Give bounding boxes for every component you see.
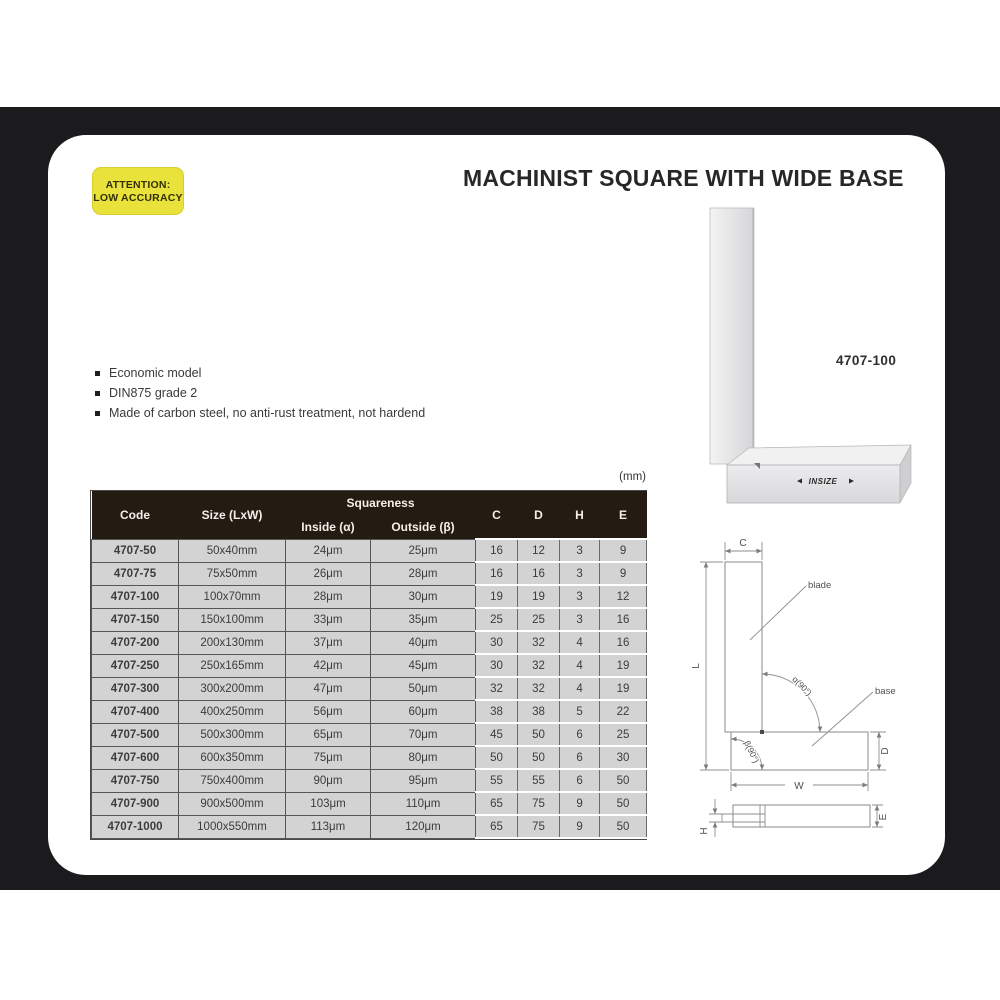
spec-cell: 12	[518, 539, 560, 562]
spec-cell: 26μm	[286, 562, 371, 585]
spec-table-frame	[90, 490, 647, 840]
col-header-h: H	[560, 491, 600, 539]
spec-cell: 19	[600, 654, 647, 677]
spec-cell: 1000x550mm	[179, 815, 286, 838]
attention-badge-line1: ATTENTION:	[105, 178, 171, 191]
col-header-inside: Inside (α)	[286, 515, 371, 539]
feature-item	[95, 386, 425, 400]
spec-cell: 75x50mm	[179, 562, 286, 585]
spec-code-cell: 4707-150	[92, 608, 179, 631]
feature-item	[95, 366, 425, 380]
spec-cell: 50	[518, 746, 560, 769]
spec-code-cell: 4707-600	[92, 746, 179, 769]
spec-cell: 30	[476, 654, 518, 677]
part-label-base: base	[875, 686, 896, 697]
spec-code-cell: 4707-500	[92, 723, 179, 746]
spec-cell: 42μm	[286, 654, 371, 677]
spec-row	[92, 746, 647, 769]
spec-table	[91, 491, 647, 839]
spec-cell: 90μm	[286, 769, 371, 792]
dim-label-c: C	[739, 538, 747, 549]
spec-cell: 5	[560, 700, 600, 723]
spec-cell: 19	[518, 585, 560, 608]
spec-cell: 100x70mm	[179, 585, 286, 608]
spec-cell: 16	[518, 562, 560, 585]
col-header-size: Size (LxW)	[179, 491, 286, 539]
spec-cell: 150x100mm	[179, 608, 286, 631]
spec-cell: 250x165mm	[179, 654, 286, 677]
spec-cell: 120μm	[371, 815, 476, 838]
spec-table-body	[92, 539, 647, 838]
square-base	[727, 445, 911, 503]
spec-row	[92, 539, 647, 562]
spec-cell: 103μm	[286, 792, 371, 815]
spec-code-cell: 4707-750	[92, 769, 179, 792]
spec-row	[92, 723, 647, 746]
spec-cell: 25μm	[371, 539, 476, 562]
spec-cell: 3	[560, 562, 600, 585]
dim-label-w: W	[794, 781, 804, 792]
spec-cell: 60μm	[371, 700, 476, 723]
spec-cell: 16	[600, 631, 647, 654]
spec-cell: 65μm	[286, 723, 371, 746]
feature-text: DIN875 grade 2	[109, 386, 198, 400]
spec-cell: 16	[600, 608, 647, 631]
col-header-code: Code	[92, 491, 179, 539]
spec-cell: 75	[518, 815, 560, 838]
spec-cell: 38	[476, 700, 518, 723]
angle-label-alpha: α(90°)	[790, 674, 814, 698]
spec-cell: 3	[560, 585, 600, 608]
feature-text: Economic model	[109, 366, 202, 380]
spec-code-cell: 4707-300	[92, 677, 179, 700]
spec-cell: 65	[476, 815, 518, 838]
unit-note: (mm)	[619, 471, 646, 483]
spec-cell: 4	[560, 631, 600, 654]
spec-code-cell: 4707-200	[92, 631, 179, 654]
spec-cell: 75	[518, 792, 560, 815]
spec-cell: 50	[476, 746, 518, 769]
col-header-c: C	[476, 491, 518, 539]
side-view-outline	[733, 805, 870, 827]
spec-row	[92, 585, 647, 608]
spec-cell: 45	[476, 723, 518, 746]
spec-row	[92, 815, 647, 838]
spec-cell: 32	[518, 677, 560, 700]
spec-row	[92, 562, 647, 585]
spec-cell: 50x40mm	[179, 539, 286, 562]
spec-cell: 4	[560, 677, 600, 700]
angle-label-beta: β(90°)	[742, 738, 762, 765]
feature-item	[95, 406, 425, 420]
spec-row	[92, 677, 647, 700]
spec-cell: 300x200mm	[179, 677, 286, 700]
square-bullet-icon	[95, 411, 100, 416]
spec-cell: 9	[600, 562, 647, 585]
spec-cell: 30	[600, 746, 647, 769]
spec-cell: 30	[476, 631, 518, 654]
spec-row	[92, 769, 647, 792]
dim-label-l: L	[691, 663, 702, 669]
spec-cell: 55	[476, 769, 518, 792]
spec-code-cell: 4707-75	[92, 562, 179, 585]
spec-cell: 25	[518, 608, 560, 631]
attention-badge	[92, 167, 184, 215]
spec-cell: 45μm	[371, 654, 476, 677]
col-header-e: E	[600, 491, 647, 539]
page-title: MACHINIST SQUARE WITH WIDE BASE	[463, 165, 904, 191]
spec-cell: 50μm	[371, 677, 476, 700]
spec-cell: 19	[476, 585, 518, 608]
spec-row	[92, 631, 647, 654]
col-header-squareness: Squareness	[286, 491, 476, 515]
spec-cell: 3	[560, 608, 600, 631]
spec-cell: 22	[600, 700, 647, 723]
spec-cell: 35μm	[371, 608, 476, 631]
dim-label-d: D	[880, 747, 891, 755]
spec-cell: 80μm	[371, 746, 476, 769]
spec-cell: 70μm	[371, 723, 476, 746]
feature-text: Made of carbon steel, no anti-rust treatment, not hardend	[109, 406, 426, 420]
spec-cell: 3	[560, 539, 600, 562]
spec-cell: 50	[600, 792, 647, 815]
spec-cell: 50	[518, 723, 560, 746]
spec-cell: 50	[600, 815, 647, 838]
spec-cell: 200x130mm	[179, 631, 286, 654]
square-bullet-icon	[95, 371, 100, 376]
spec-cell: 9	[560, 792, 600, 815]
spec-code-cell: 4707-1000	[92, 815, 179, 838]
spec-row	[92, 792, 647, 815]
spec-cell: 6	[560, 769, 600, 792]
brand-logo-text: INSIZE	[808, 477, 838, 486]
spec-table-head	[92, 491, 647, 539]
spec-cell: 19	[600, 677, 647, 700]
spec-code-cell: 4707-400	[92, 700, 179, 723]
spec-cell: 50	[600, 769, 647, 792]
spec-cell: 28μm	[286, 585, 371, 608]
spec-cell: 40μm	[371, 631, 476, 654]
square-bullet-icon	[95, 391, 100, 396]
dim-label-e: E	[878, 813, 889, 821]
feature-list	[95, 366, 425, 426]
spec-cell: 65	[476, 792, 518, 815]
spec-cell: 110μm	[371, 792, 476, 815]
spec-cell: 37μm	[286, 631, 371, 654]
spec-row	[92, 608, 647, 631]
dim-label-h: H	[699, 827, 710, 835]
junction-mark	[760, 730, 764, 734]
spec-cell: 75μm	[286, 746, 371, 769]
spec-cell: 56μm	[286, 700, 371, 723]
dimension-diagram	[650, 520, 920, 850]
spec-cell: 32	[476, 677, 518, 700]
spec-row	[92, 700, 647, 723]
spec-cell: 32	[518, 631, 560, 654]
spec-cell: 900x500mm	[179, 792, 286, 815]
spec-code-cell: 4707-100	[92, 585, 179, 608]
spec-cell: 33μm	[286, 608, 371, 631]
spec-cell: 400x250mm	[179, 700, 286, 723]
diagram-blade-outline	[725, 562, 762, 732]
spec-cell: 113μm	[286, 815, 371, 838]
spec-cell: 6	[560, 746, 600, 769]
spec-cell: 16	[476, 539, 518, 562]
spec-code-cell: 4707-900	[92, 792, 179, 815]
spec-cell: 25	[600, 723, 647, 746]
spec-cell: 600x350mm	[179, 746, 286, 769]
spec-cell: 28μm	[371, 562, 476, 585]
spec-cell: 16	[476, 562, 518, 585]
spec-cell: 95μm	[371, 769, 476, 792]
spec-cell: 47μm	[286, 677, 371, 700]
spec-cell: 750x400mm	[179, 769, 286, 792]
spec-cell: 38	[518, 700, 560, 723]
spec-cell: 30μm	[371, 585, 476, 608]
attention-badge-line2: LOW ACCURACY	[93, 191, 183, 204]
spec-cell: 9	[560, 815, 600, 838]
spec-code-cell: 4707-250	[92, 654, 179, 677]
col-header-d: D	[518, 491, 560, 539]
spec-row	[92, 654, 647, 677]
spec-code-cell: 4707-50	[92, 539, 179, 562]
spec-cell: 24μm	[286, 539, 371, 562]
spec-cell: 25	[476, 608, 518, 631]
spec-cell: 500x300mm	[179, 723, 286, 746]
content-card	[48, 135, 945, 875]
spec-cell: 32	[518, 654, 560, 677]
col-header-outside: Outside (β)	[371, 515, 476, 539]
spec-cell: 4	[560, 654, 600, 677]
model-number-label: 4707-100	[836, 353, 897, 368]
spec-cell: 9	[600, 539, 647, 562]
part-label-blade: blade	[808, 580, 832, 591]
spec-cell: 6	[560, 723, 600, 746]
square-blade	[710, 208, 754, 464]
spec-cell: 12	[600, 585, 647, 608]
spec-cell: 55	[518, 769, 560, 792]
